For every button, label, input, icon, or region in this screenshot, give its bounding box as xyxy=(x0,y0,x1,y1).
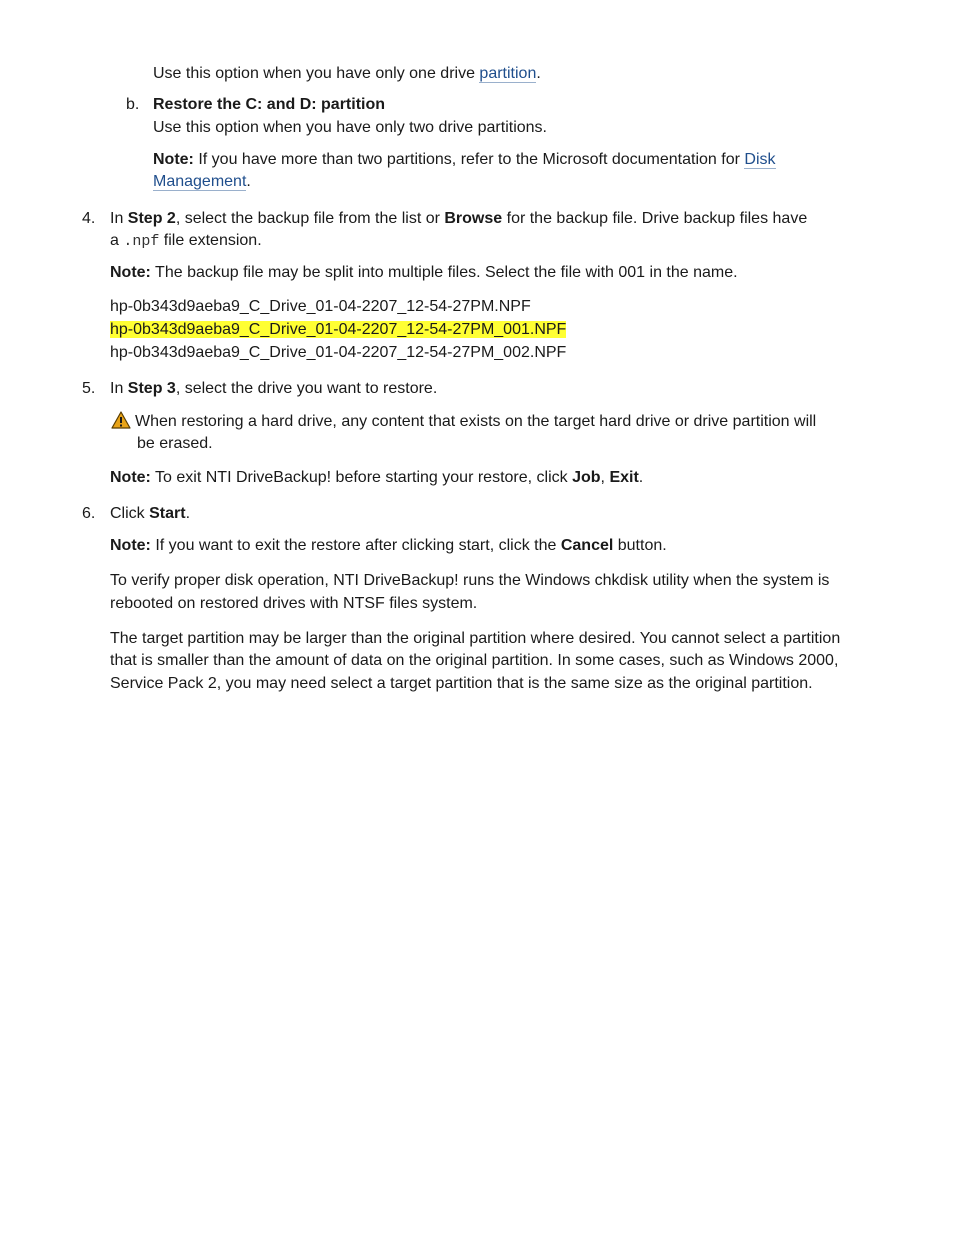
step-4-text: In xyxy=(110,210,128,227)
note-label: Note: xyxy=(110,537,151,554)
backup-file-name: hp-0b343d9aeba9_C_Drive_01-04-2207_12-54-27PM_002.NPF xyxy=(110,344,567,361)
note-suffix: button. xyxy=(613,537,667,554)
step-6-text: Click xyxy=(110,505,150,522)
note-suffix: . xyxy=(246,173,251,190)
step-5-text: , select the drive you want to restore. xyxy=(175,380,438,397)
step-4-text: a xyxy=(110,232,124,249)
partition-paragraph-line-2: that is smaller than the amount of data on the original partition. In some cases, such as Windows 2000, xyxy=(110,652,839,669)
step-a-suffix: . xyxy=(536,65,541,82)
step-b-description: Use this option when you have only two drive partitions. xyxy=(153,119,547,136)
file-extension-code: .npf xyxy=(123,233,160,250)
note-text: To exit NTI DriveBackup! before starting your restore, click xyxy=(150,469,573,486)
browse-label: Browse xyxy=(444,210,503,227)
step-6-number: 6. xyxy=(82,505,96,522)
exit-label: Exit xyxy=(609,469,639,486)
step-b-note-cont xyxy=(153,171,251,193)
disk-management-link-cont[interactable]: Management xyxy=(153,173,247,190)
partition-link[interactable]: partition xyxy=(479,65,537,82)
partition-paragraph-line-1: The target partition may be larger than the original partition where desired. You cannot select a partition xyxy=(110,630,841,647)
step-6-note xyxy=(110,535,667,557)
note-label: Note: xyxy=(153,151,194,168)
step-2-label: Step 2 xyxy=(127,210,176,227)
step-4-text: for the backup file. Drive backup files have xyxy=(502,210,808,227)
note-separator: , xyxy=(600,469,610,486)
note-label: Note: xyxy=(110,264,151,281)
step-4-note xyxy=(110,262,738,284)
cancel-label: Cancel xyxy=(560,537,614,554)
chkdisk-paragraph-line-1: To verify proper disk operation, NTI DriveBackup! runs the Windows chkdisk utility when the system is xyxy=(110,572,830,589)
step-5-number: 5. xyxy=(82,380,96,397)
step-b-title: Restore the C: and D: partition xyxy=(153,96,386,113)
note-text: If you want to exit the restore after clicking start, click the xyxy=(150,537,561,554)
warning-text: When restoring a hard drive, any content that exists on the target hard drive or drive partition will xyxy=(135,413,817,430)
backup-file-name-highlighted xyxy=(110,319,566,341)
step-b-marker: b. xyxy=(126,96,140,113)
note-text: If you have more than two partitions, refer to the Microsoft documentation for xyxy=(193,151,745,168)
step-4-line-2 xyxy=(110,230,262,253)
step-4-line-1 xyxy=(110,208,807,230)
disk-management-link[interactable]: Disk xyxy=(744,151,776,168)
step-6-line-1 xyxy=(110,503,190,525)
step-4-text: , select the backup file from the list or xyxy=(175,210,445,227)
step-a-text: Use this option when you have only one drive xyxy=(153,65,480,82)
step-a-description xyxy=(153,63,541,85)
step-5-text: In xyxy=(110,380,128,397)
warning-line-2: be erased. xyxy=(137,435,213,452)
step-3-label: Step 3 xyxy=(127,380,176,397)
highlighted-file: hp-0b343d9aeba9_C_Drive_01-04-2207_12-54-27PM_001.NPF xyxy=(110,321,567,338)
step-5-line-1 xyxy=(110,378,437,400)
note-text: The backup file may be split into multiple files. Select the file with 001 in the name. xyxy=(150,264,738,281)
step-5-note xyxy=(110,467,643,489)
chkdisk-paragraph-line-2: rebooted on restored drives with NTSF files system. xyxy=(110,595,478,612)
step-6-text: . xyxy=(185,505,191,522)
step-b-note xyxy=(153,149,776,171)
partition-paragraph-line-3: Service Pack 2, you may need select a target partition that is the same size as the original partition. xyxy=(110,675,813,692)
step-4-text: file extension. xyxy=(159,232,262,249)
step-4-number: 4. xyxy=(82,210,96,227)
backup-file-name: hp-0b343d9aeba9_C_Drive_01-04-2207_12-54-27PM.NPF xyxy=(110,298,531,315)
warning-line-1 xyxy=(111,411,816,433)
start-label: Start xyxy=(149,505,186,522)
warning-triangle-icon xyxy=(111,411,131,429)
note-label: Note: xyxy=(110,469,151,486)
note-suffix: . xyxy=(638,469,644,486)
job-label: Job xyxy=(572,469,601,486)
